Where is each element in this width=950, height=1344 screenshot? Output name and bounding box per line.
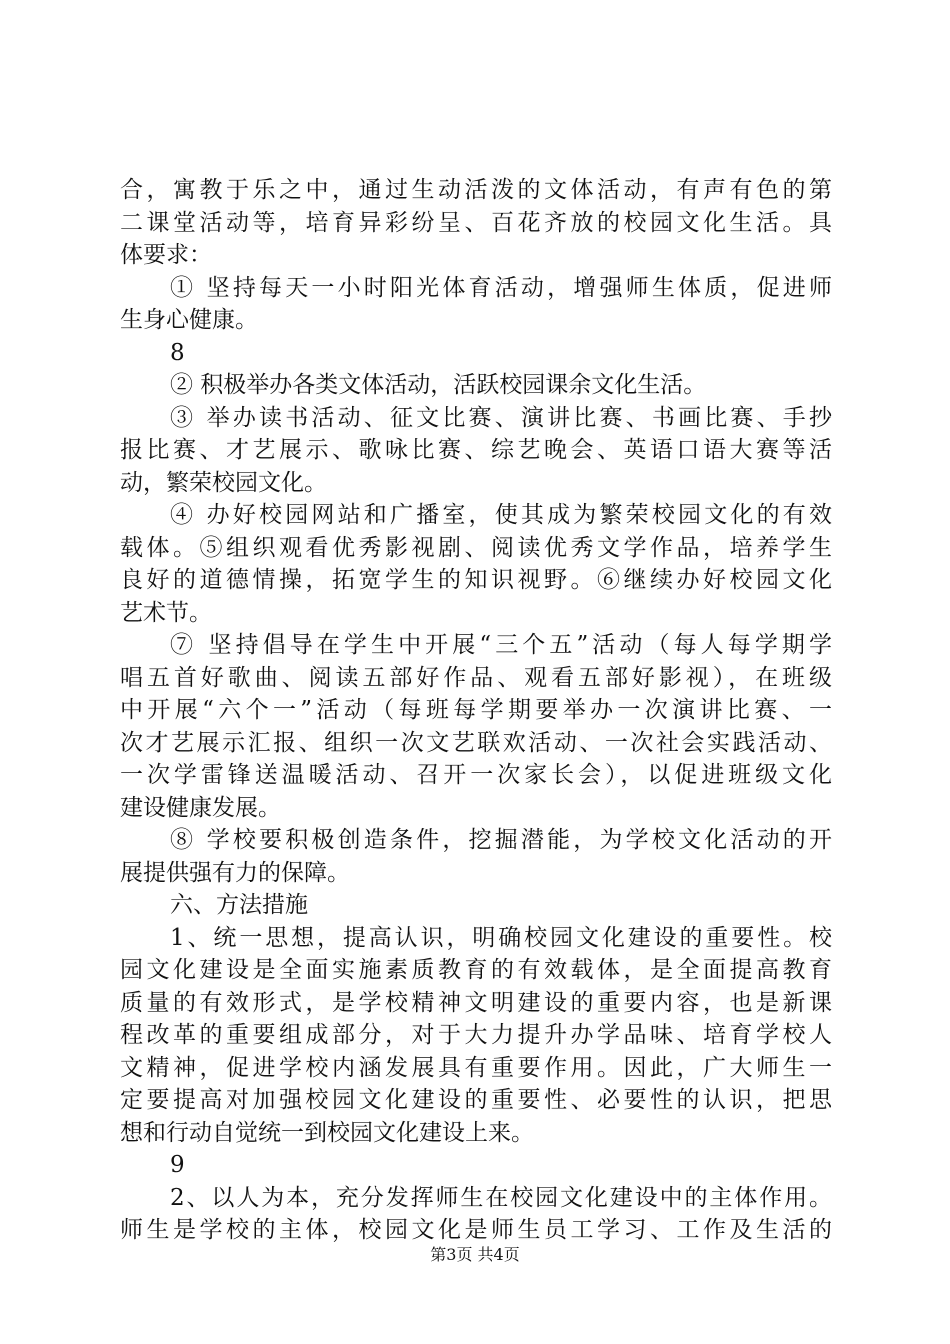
text-line: ⑧ 学校要积极创造条件，挖掘潜能，为学校文化活动的开 (170, 827, 832, 853)
text-line: 定要提高对加强校园文化建设的重要性、必要性的认识，把思 (120, 1087, 832, 1113)
text-line: ② 积极举办各类文体活动，活跃校园课余文化生活。 (170, 372, 707, 398)
text-line: 2、以人为本，充分发挥师生在校园文化建设中的主体作用。 (170, 1184, 832, 1211)
text-line: 次才艺展示汇报、组织一次文艺联欢活动、一次社会实践活动、 (120, 729, 832, 756)
text-line: 建设健康发展。 (120, 794, 281, 821)
paragraph (120, 1149, 832, 1182)
text-line: 师生是学校的主体，校园文化是师生员工学习、工作及生活的 (120, 1217, 832, 1243)
text-line: 生身心健康。 (120, 307, 258, 333)
text-line: ① 坚持每天一小时阳光体育活动，增强师生体质，促进师 (170, 274, 832, 301)
text-line: 想和行动自觉统一到校园文化建设上来。 (120, 1119, 534, 1146)
page-footer: 第3页 共4页 (430, 1245, 520, 1264)
text-line: 质量的有效形式，是学校精神文明建设的重要内容，也是新课 (120, 989, 832, 1016)
paragraph (120, 922, 832, 1150)
paragraph (120, 369, 832, 402)
text-line: 体要求： (120, 242, 212, 268)
paragraph (120, 499, 832, 629)
paragraph (120, 889, 832, 922)
text-line: 8 (170, 339, 185, 366)
text-line: 报比赛、才艺展示、歌咏比赛、综艺晚会、英语口语大赛等活 (120, 437, 832, 463)
paragraph (120, 629, 832, 824)
document-body (120, 174, 832, 1247)
text-line: 中开展“六个一”活动（每班每学期要举办一次演讲比赛、一 (120, 697, 832, 723)
paragraph (120, 174, 832, 272)
text-line: 9 (170, 1152, 185, 1178)
text-line: ④ 办好校园网站和广播室，使其成为繁荣校园文化的有效 (170, 502, 832, 528)
text-line: 园文化建设是全面实施素质教育的有效载体，是全面提高教育 (120, 957, 832, 983)
text-line: 良好的道德情操，拓宽学生的知识视野。⑥继续办好校园文化 (120, 567, 832, 593)
text-line: 动，繁荣校园文化。 (120, 469, 327, 496)
text-line: 六、方法措施 (170, 892, 308, 918)
text-line: 载体。⑤组织观看优秀影视剧、阅读优秀文学作品，培养学生 (120, 534, 832, 561)
text-line: 程改革的重要组成部分，对于大力提升办学品味、培育学校人 (120, 1022, 832, 1048)
text-line: 展提供强有力的保障。 (120, 859, 350, 886)
text-line: 二课堂活动等，培育异彩纷呈、百花齐放的校园文化生活。具 (120, 209, 832, 236)
text-line: 文精神，促进学校内涵发展具有重要作用。因此，广大师生一 (120, 1054, 832, 1081)
text-line: ⑦ 坚持倡导在学生中开展“三个五”活动（每人每学期学 (170, 632, 832, 658)
paragraph (120, 402, 832, 500)
paragraph (120, 824, 832, 889)
paragraph (120, 272, 832, 337)
text-line: ③ 举办读书活动、征文比赛、演讲比赛、书画比赛、手抄 (170, 404, 832, 431)
text-line: 1、统一思想，提高认识，明确校园文化建设的重要性。校 (170, 924, 832, 951)
paragraph (120, 1182, 832, 1247)
text-line: 唱五首好歌曲、阅读五部好作品、观看五部好影视），在班级 (120, 664, 832, 691)
text-line: 艺术节。 (120, 599, 212, 626)
text-line: 一次学雷锋送温暖活动、召开一次家长会），以促进班级文化 (120, 762, 832, 788)
paragraph (120, 337, 832, 370)
text-line: 合，寓教于乐之中，通过生动活泼的文体活动，有声有色的第 (120, 177, 832, 203)
